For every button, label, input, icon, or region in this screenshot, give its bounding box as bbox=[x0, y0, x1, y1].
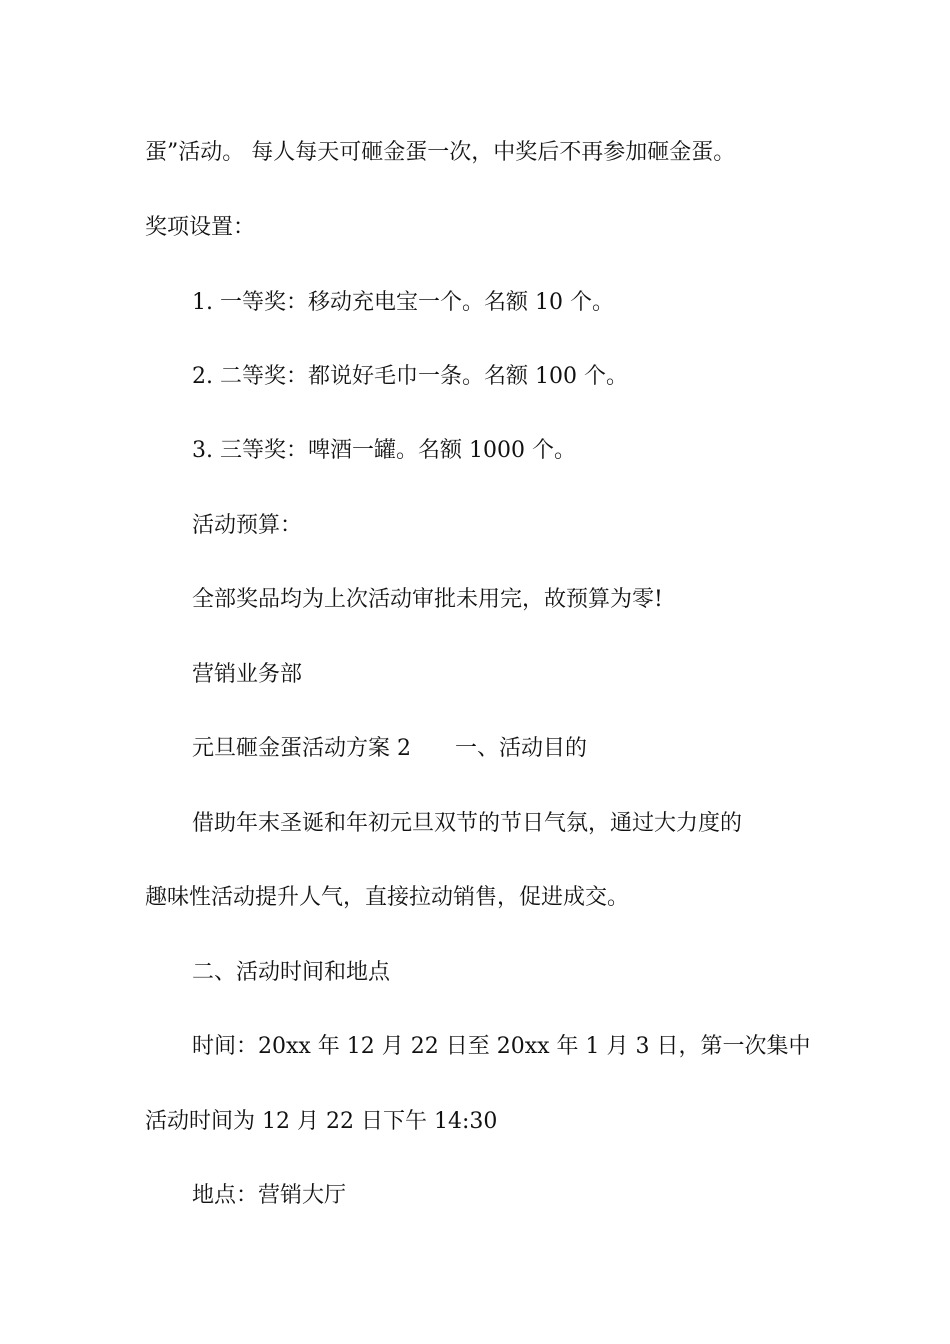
section-label-prizes: 奖项设置： bbox=[145, 215, 256, 240]
time-paragraph-line-2: 活动时间为 12 月 22 日下午 14:30 bbox=[145, 1109, 498, 1134]
section-heading-time-place: 二、活动时间和地点 bbox=[192, 960, 391, 985]
budget-text: 全部奖品均为上次活动审批未用完，故预算为零! bbox=[192, 587, 663, 612]
location-text: 地点：营销大厅 bbox=[192, 1183, 347, 1208]
plan-title: 元旦砸金蛋活动方案 2 bbox=[192, 736, 411, 761]
prize-item-first: 1. 一等奖：移动充电宝一个。名额 10 个。 bbox=[192, 290, 614, 315]
prize-item-third: 3. 三等奖：啤酒一罐。名额 1000 个。 bbox=[192, 438, 576, 463]
purpose-paragraph-line-2: 趣味性活动提升人气，直接拉动销售，促进成交。 bbox=[145, 885, 630, 910]
prize-item-second: 2. 二等奖：都说好毛巾一条。名额 100 个。 bbox=[192, 364, 628, 389]
paragraph-line: 蛋”活动。 每人每天可砸金蛋一次，中奖后不再参加砸金蛋。 bbox=[145, 140, 736, 165]
purpose-paragraph-line-1: 借助年末圣诞和年初元旦双节的节日气氛，通过大力度的 bbox=[192, 811, 743, 836]
plan-heading-line bbox=[192, 734, 587, 764]
section-heading-purpose: 一、活动目的 bbox=[455, 736, 588, 761]
section-label-budget: 活动预算： bbox=[192, 513, 303, 538]
department-signature: 营销业务部 bbox=[192, 662, 303, 687]
time-paragraph-line-1: 时间：20xx 年 12 月 22 日至 20xx 年 1 月 3 日，第一次集中 bbox=[192, 1034, 811, 1059]
